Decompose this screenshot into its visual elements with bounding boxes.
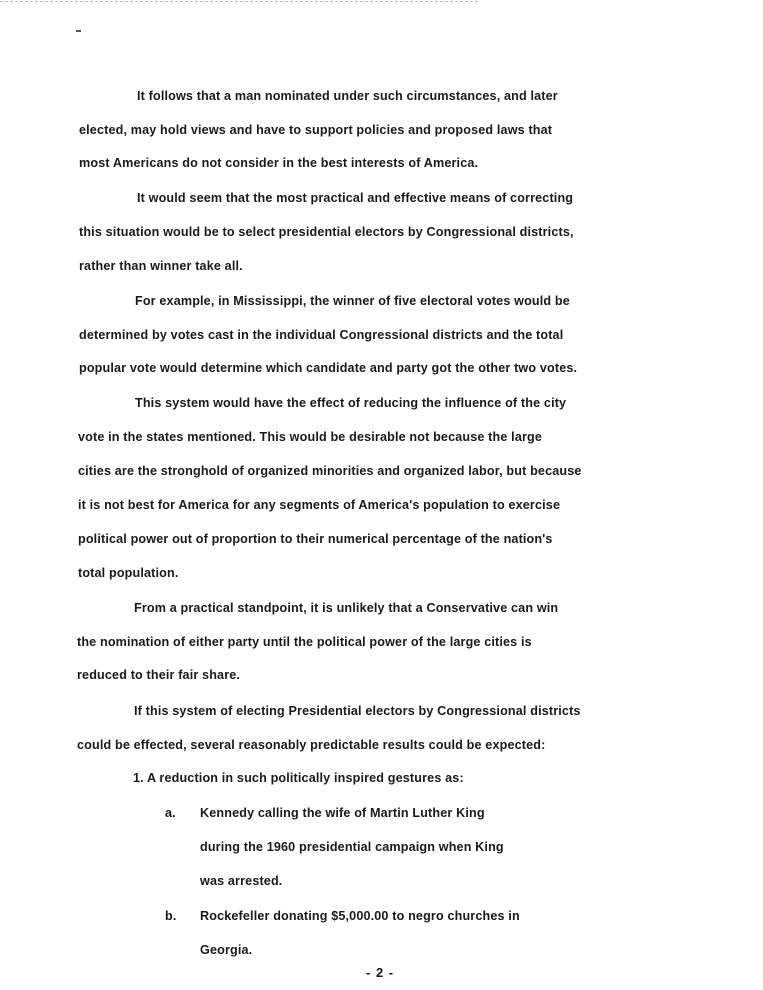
list-item-a-line: Kennedy calling the wife of Martin Luther King — [200, 806, 485, 820]
body-line: popular vote would determine which candidate and party got the other two votes. — [79, 361, 578, 375]
body-line: vote in the states mentioned. This would be desirable not because the large — [78, 430, 543, 444]
body-line: If this system of electing Presidential electors by Congressional districts — [134, 704, 581, 718]
list-item-a-line: during the 1960 presidential campaign when King — [200, 840, 504, 854]
body-line: determined by votes cast in the individual Congressional districts and the total — [79, 328, 564, 342]
list-item-b-line: Georgia. — [200, 943, 253, 957]
body-line: rather than winner take all. — [79, 259, 243, 273]
body-line: total population. — [78, 566, 179, 580]
body-line: elected, may hold views and have to support policies and proposed laws that — [79, 123, 553, 137]
body-line: most Americans do not consider in the best interests of America. — [79, 156, 479, 170]
body-line: It follows that a man nominated under such circumstances, and later — [137, 89, 558, 103]
body-line: For example, in Mississippi, the winner of five electoral votes would be — [135, 294, 570, 308]
body-line: it is not best for America for any segments of America's population to exercise — [78, 498, 561, 512]
list-marker-b: b. — [165, 909, 177, 923]
body-line: cities are the stronghold of organized minorities and organized labor, but because — [78, 464, 582, 478]
page-number: - 2 - — [366, 965, 395, 980]
list-item-a-line: was arrested. — [200, 874, 283, 888]
list-marker-a: a. — [165, 806, 176, 820]
body-line: this situation would be to select presidential electors by Congressional districts, — [79, 225, 574, 239]
scan-mark — [76, 30, 81, 32]
body-line: This system would have the effect of reducing the influence of the city — [135, 396, 567, 410]
body-line: It would seem that the most practical and effective means of correcting — [137, 191, 574, 205]
top-dashed-rule — [0, 1, 478, 2]
body-line: the nomination of either party until the political power of the large cities is — [77, 635, 532, 649]
body-line: reduced to their fair share. — [77, 668, 241, 682]
body-line: could be effected, several reasonably predictable results could be expected: — [77, 738, 546, 752]
body-line: political power out of proportion to their numerical percentage of the nation's — [78, 532, 553, 546]
list-item-b-line: Rockefeller donating $5,000.00 to negro churches in — [200, 909, 520, 923]
body-line: From a practical standpoint, it is unlikely that a Conservative can win — [134, 601, 559, 615]
list-item-1: 1. A reduction in such politically inspired gestures as: — [133, 771, 464, 785]
